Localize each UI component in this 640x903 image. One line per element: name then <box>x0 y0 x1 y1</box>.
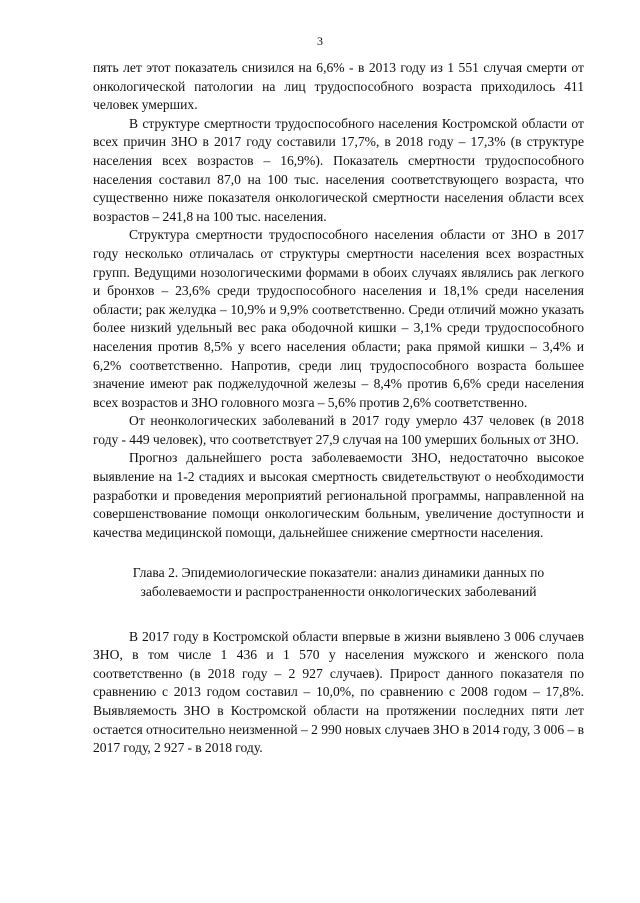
chapter-title <box>93 564 584 601</box>
paragraph-non-oncological-deaths: От неонкологических заболеваний в 2017 году умерло 437 человек (в 2018 году - 449 человек), что соответствует 27,9 случая на 100 умерших больных от ЗНО. <box>93 413 584 447</box>
document-body <box>93 59 584 758</box>
paragraph-continuation: пять лет этот показатель снизился на 6,6% - в 2013 году из 1 551 случая смерти от онкологической патологии на лиц трудоспособного возраста приходилось 411 человек умерших. <box>93 60 584 113</box>
paragraph-mortality-structure: В структуре смертности трудоспособного населения Костромской области от всех причин ЗНО в 2017 году составили 17,7%, в 2018 году – 17,3% (в структуре населения всех возрастов – 16,9%). Показатель смертности трудоспособного населения составил 87,0 на 100 тыс. населения соответствующего возраста, что существенно ниже показателя онкологической смертности населения области всех возрастов – 241,8 на 100 тыс. населения. <box>93 115 584 224</box>
chapter-title-line-2: заболеваемости и распространенности онкологических заболеваний <box>140 584 537 600</box>
paragraph-forecast: Прогноз дальнейшего роста заболеваемости ЗНО, недостаточно высокое выявление на 1-2 стадиях и высокая смертность свидетельствуют о необходимости разработки и проведения мероприятий региональной программы, направленной на совершенствование помощи онкологическим больным, увеличение доступности и качества медицинской помощи, дальнейшее снижение смертности населения. <box>93 450 584 540</box>
paragraph-mortality-comparison: Структура смертности трудоспособного населения области от ЗНО в 2017 году несколько отличалась от структуры смертности населения всех возрастных групп. Ведущими нозологическими формами в обоих случаях являлись рак легкого и бронхов – 23,6% среди трудоспособного населения и 18,1% среди населения области; рак желудка – 10,9% и 9,9% соответственно. Среди отличий можно указать более низкий удельный вес рака ободочной кишки – 3,1% среди трудоспособного населения против 8,5% у всего населения области; рака прямой кишки – 3,4% и 6,2% соответственно. Напротив, среди лиц трудоспособного возраста большее значение имеют рак поджелудочной железы – 8,4% против 6,6% среди населения всех возрастов и ЗНО головного мозга – 5,6% против 2,6% соответственно. <box>93 227 584 410</box>
page-number: 3 <box>317 34 323 48</box>
chapter-title-line-1: Глава 2. Эпидемиологические показатели: анализ динамики данных по <box>132 565 545 581</box>
paragraph-incidence-2017: В 2017 году в Костромской области впервые в жизни выявлено 3 006 случаев ЗНО, в том числе 1 436 и 1 570 у населения мужского и женского пола соответственно (в 2018 году – 2 927 случаев). Прирост данного показателя по сравнению с 2013 годом составил – 10,0%, по сравнению с 2008 годом – 17,8%. Выявляемость ЗНО в Костромской области на протяжении последних пяти лет остается относительно неизменной – 2 990 новых случаев ЗНО в 2014 году, 3 006 – в 2017 году, 2 927 - в 2018 году. <box>93 628 584 756</box>
